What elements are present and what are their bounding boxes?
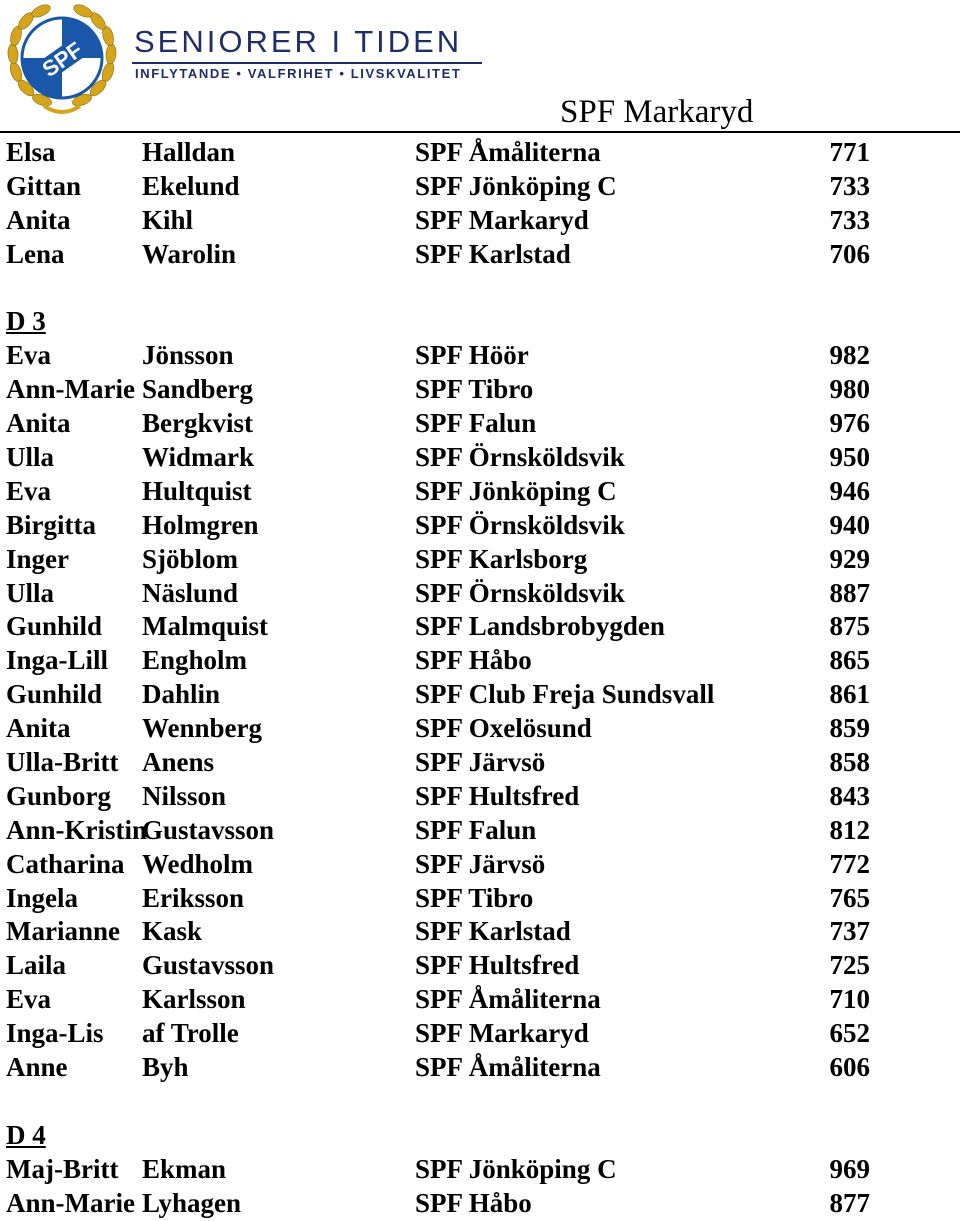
result-row bbox=[0, 1051, 960, 1085]
spf-logo-icon bbox=[4, 2, 120, 122]
club-name: SPF Karlstad bbox=[415, 238, 571, 269]
result-row bbox=[0, 238, 960, 272]
last-name: Sandberg bbox=[142, 374, 254, 405]
first-name: Gunhild bbox=[6, 679, 103, 710]
first-name: Ulla-Britt bbox=[6, 747, 119, 778]
last-name: Gustavsson bbox=[142, 814, 275, 845]
result-row bbox=[0, 882, 960, 916]
last-name: Hultquist bbox=[142, 475, 252, 506]
score: 946 bbox=[829, 475, 870, 506]
last-name: Wedholm bbox=[142, 848, 254, 879]
section-spacer bbox=[0, 272, 960, 306]
score: 771 bbox=[829, 137, 870, 167]
club-name: SPF Club Freja Sundsvall bbox=[415, 679, 715, 710]
first-name: Ulla bbox=[6, 577, 55, 608]
result-row bbox=[0, 543, 960, 577]
result-row bbox=[0, 746, 960, 780]
last-name: Engholm bbox=[142, 645, 248, 676]
club-name: SPF Tibro bbox=[415, 374, 534, 405]
result-row bbox=[0, 915, 960, 949]
header-rule bbox=[0, 131, 960, 133]
result-row bbox=[0, 170, 960, 204]
result-row bbox=[0, 204, 960, 238]
last-name: Anens bbox=[142, 747, 215, 778]
result-row bbox=[0, 780, 960, 814]
score: 980 bbox=[829, 374, 870, 405]
results-list bbox=[0, 136, 960, 1221]
first-name: Inga-Lis bbox=[6, 1018, 104, 1049]
result-row bbox=[0, 441, 960, 475]
last-name: Widmark bbox=[142, 442, 255, 473]
score: 940 bbox=[829, 509, 870, 540]
score: 865 bbox=[829, 645, 870, 676]
score: 737 bbox=[829, 916, 870, 947]
last-name: Jönsson bbox=[142, 340, 234, 371]
first-name: Inga-Lill bbox=[6, 645, 109, 676]
first-name: Lena bbox=[6, 238, 65, 269]
score: 652 bbox=[829, 1018, 870, 1049]
result-row bbox=[0, 136, 960, 170]
result-row bbox=[0, 1153, 960, 1187]
first-name: Ann-Marie bbox=[6, 374, 135, 405]
score: 606 bbox=[829, 1052, 870, 1083]
first-name: Catharina bbox=[6, 848, 125, 879]
logo-text: SPF bbox=[37, 36, 87, 82]
score: 858 bbox=[829, 747, 870, 778]
section-title bbox=[0, 305, 960, 339]
first-name: Ann-Kristin bbox=[6, 814, 148, 845]
result-row bbox=[0, 678, 960, 712]
first-name: Eva bbox=[6, 340, 52, 371]
first-name: Laila bbox=[6, 950, 67, 981]
last-name: Lyhagen bbox=[142, 1187, 242, 1218]
score: 733 bbox=[829, 170, 870, 201]
last-name: Nilsson bbox=[142, 780, 227, 811]
first-name: Marianne bbox=[6, 916, 120, 947]
first-name: Ulla bbox=[6, 442, 55, 473]
first-name: Ingela bbox=[6, 882, 79, 913]
score: 982 bbox=[829, 340, 870, 371]
score: 976 bbox=[829, 408, 870, 439]
brand-divider bbox=[132, 62, 482, 64]
first-name: Anne bbox=[6, 1052, 68, 1083]
club-name: SPF Markaryd bbox=[415, 204, 589, 235]
result-row bbox=[0, 610, 960, 644]
result-row bbox=[0, 509, 960, 543]
club-name: SPF Falun bbox=[415, 814, 537, 845]
result-row bbox=[0, 949, 960, 983]
last-name: Warolin bbox=[142, 238, 237, 269]
last-name: Sjöblom bbox=[142, 543, 239, 574]
club-name: SPF Järvsö bbox=[415, 747, 546, 778]
result-row bbox=[0, 644, 960, 678]
club-title: SPF Markaryd bbox=[560, 94, 754, 130]
first-name: Anita bbox=[6, 713, 71, 744]
score: 733 bbox=[829, 204, 870, 235]
score: 725 bbox=[829, 950, 870, 981]
club-name: SPF Hultsfred bbox=[415, 950, 580, 981]
result-row bbox=[0, 848, 960, 882]
first-name: Eva bbox=[6, 984, 52, 1015]
club-name: SPF Tibro bbox=[415, 882, 534, 913]
club-name: SPF Örnsköldsvik bbox=[415, 509, 625, 540]
result-row bbox=[0, 712, 960, 746]
last-name: Dahlin bbox=[142, 679, 221, 710]
club-name: SPF Landsbrobygden bbox=[415, 611, 665, 642]
club-name: SPF Hultsfred bbox=[415, 780, 580, 811]
score: 887 bbox=[829, 577, 870, 608]
first-name: Inger bbox=[6, 543, 69, 574]
score: 875 bbox=[829, 611, 870, 642]
page-header bbox=[0, 0, 960, 128]
score: 812 bbox=[829, 814, 870, 845]
club-name: SPF Oxelösund bbox=[415, 713, 592, 744]
first-name: Elsa bbox=[6, 137, 56, 167]
score: 861 bbox=[829, 679, 870, 710]
score: 765 bbox=[829, 882, 870, 913]
last-name: Kihl bbox=[142, 204, 194, 235]
last-name: Gustavsson bbox=[142, 950, 275, 981]
score: 969 bbox=[829, 1153, 870, 1184]
last-name: Wennberg bbox=[142, 713, 263, 744]
last-name: Ekman bbox=[142, 1153, 227, 1184]
club-name: SPF Höör bbox=[415, 340, 529, 371]
last-name: Holmgren bbox=[142, 509, 259, 540]
result-row bbox=[0, 577, 960, 611]
score: 772 bbox=[829, 848, 870, 879]
section-title bbox=[0, 1119, 960, 1153]
first-name: Eva bbox=[6, 475, 52, 506]
first-name: Gittan bbox=[6, 170, 82, 201]
club-name: SPF Markaryd bbox=[415, 1018, 589, 1049]
result-row bbox=[0, 814, 960, 848]
last-name: Näslund bbox=[142, 577, 239, 608]
club-name: SPF Jönköping C bbox=[415, 475, 617, 506]
section-title-label: D 3 bbox=[6, 306, 46, 337]
last-name: Ekelund bbox=[142, 170, 240, 201]
club-name: SPF Håbo bbox=[415, 645, 532, 676]
first-name: Anita bbox=[6, 408, 71, 439]
club-name: SPF Örnsköldsvik bbox=[415, 577, 625, 608]
last-name: Kask bbox=[142, 916, 203, 947]
last-name: Byh bbox=[142, 1052, 189, 1083]
club-name: SPF Karlstad bbox=[415, 916, 571, 947]
last-name: af Trolle bbox=[142, 1018, 239, 1049]
first-name: Anita bbox=[6, 204, 71, 235]
score: 706 bbox=[829, 238, 870, 269]
score: 859 bbox=[829, 713, 870, 744]
score: 710 bbox=[829, 984, 870, 1015]
last-name: Karlsson bbox=[142, 984, 246, 1015]
club-name: SPF Örnsköldsvik bbox=[415, 442, 625, 473]
result-row bbox=[0, 475, 960, 509]
club-name: SPF Åmåliterna bbox=[415, 137, 601, 167]
score: 877 bbox=[829, 1187, 870, 1218]
result-row bbox=[0, 407, 960, 441]
first-name: Gunhild bbox=[6, 611, 103, 642]
result-row bbox=[0, 339, 960, 373]
score: 950 bbox=[829, 442, 870, 473]
brand-title: SENIORER I TIDEN bbox=[134, 24, 463, 59]
first-name: Gunborg bbox=[6, 780, 112, 811]
club-name: SPF Åmåliterna bbox=[415, 1052, 601, 1083]
last-name: Malmquist bbox=[142, 611, 269, 642]
score: 929 bbox=[829, 543, 870, 574]
first-name: Birgitta bbox=[6, 509, 96, 540]
section-title-label: D 4 bbox=[6, 1119, 46, 1150]
club-name: SPF Falun bbox=[415, 408, 537, 439]
result-row bbox=[0, 1187, 960, 1221]
club-name: SPF Karlsborg bbox=[415, 543, 588, 574]
club-name: SPF Jönköping C bbox=[415, 1153, 617, 1184]
last-name: Halldan bbox=[142, 137, 236, 167]
first-name: Maj-Britt bbox=[6, 1153, 119, 1184]
result-row bbox=[0, 983, 960, 1017]
score: 843 bbox=[829, 780, 870, 811]
club-name: SPF Håbo bbox=[415, 1187, 532, 1218]
club-name: SPF Järvsö bbox=[415, 848, 546, 879]
first-name: Ann-Marie bbox=[6, 1187, 135, 1218]
section-spacer bbox=[0, 1085, 960, 1119]
club-name: SPF Jönköping C bbox=[415, 170, 617, 201]
result-row bbox=[0, 373, 960, 407]
last-name: Eriksson bbox=[142, 882, 245, 913]
club-name: SPF Åmåliterna bbox=[415, 984, 601, 1015]
last-name: Bergkvist bbox=[142, 408, 253, 439]
brand-tagline: INFLYTANDE • VALFRIHET • LIVSKVALITET bbox=[135, 66, 462, 81]
result-row bbox=[0, 1017, 960, 1051]
